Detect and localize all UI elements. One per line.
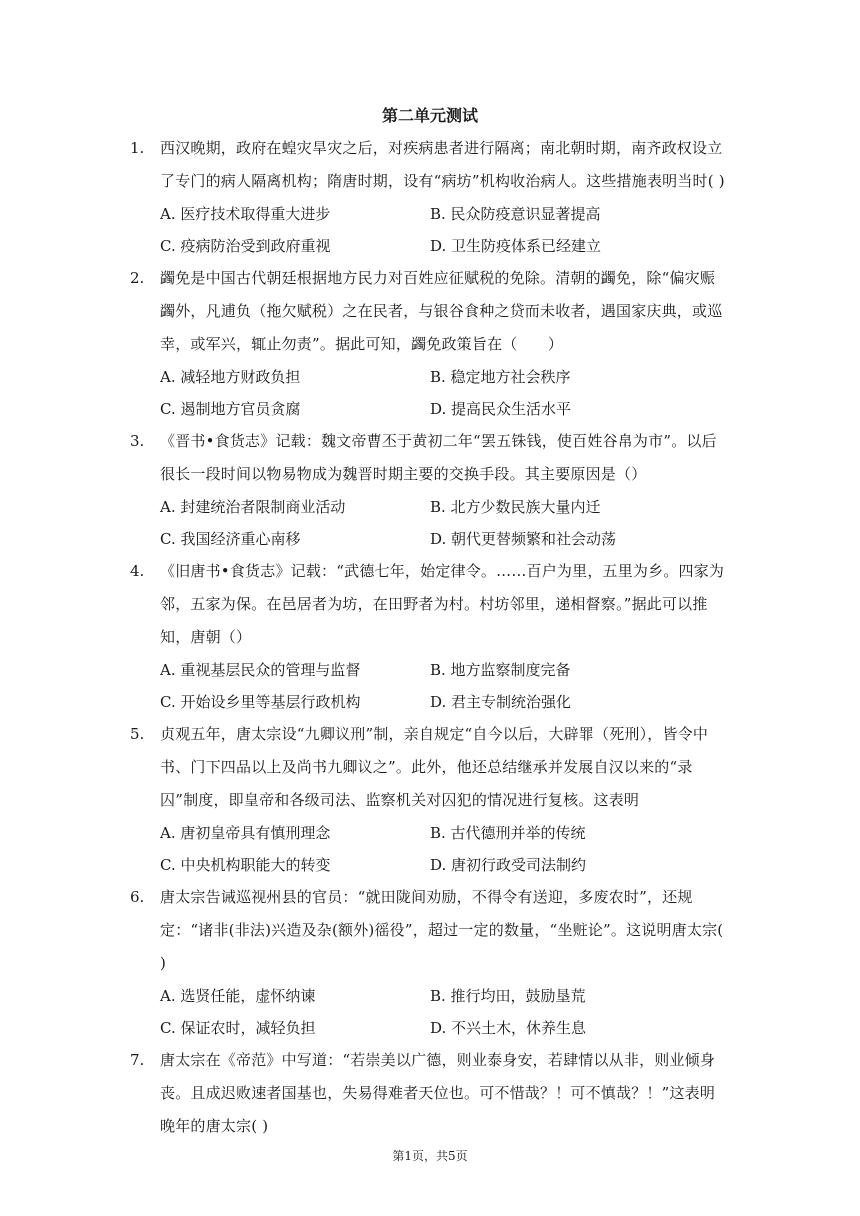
option-list [160,361,730,425]
option-c: C. 保证农时，减轻负担 [160,1019,316,1037]
option-list [160,654,730,718]
question-2 [0,262,860,425]
question-number: 2. [130,269,145,287]
option-a: A. 重视基层民众的管理与监督 [160,661,361,679]
question-number: 6. [130,888,145,906]
option-a: A. 唐初皇帝具有慎刑理念 [160,824,331,842]
question-stem: 唐太宗在《帝范》中写道：“若崇美以广德，则业泰身安，若肆情以从非，则业倾身丧。且成迟败速者国基也，失易得难者天位也。可不惜哉？！可不慎哉？！”这表明晚年的唐太宗( ) [160,1051,716,1135]
option-b: B. 北方少数民族大量内迁 [430,498,601,516]
option-a: A. 封建统治者限制商业活动 [160,498,346,516]
question-1 [0,132,860,262]
option-list [160,198,730,262]
option-c: C. 遏制地方官员贪腐 [160,400,301,418]
page-footer: 第1页，共5页 [392,1149,468,1163]
question-number: 3. [130,432,145,450]
option-d: D. 不兴土木，休养生息 [430,1019,587,1037]
question-list [0,132,860,1143]
question-number: 5. [130,725,145,743]
option-b: B. 地方监察制度完备 [430,661,571,679]
option-d: D. 朝代更替频繁和社会动荡 [430,530,617,548]
option-d: D. 唐初行政受司法制约 [430,856,587,874]
question-5 [0,718,860,881]
page-title: 第二单元测试 [381,106,478,125]
question-6 [0,881,860,1044]
option-c: C. 中央机构职能大的转变 [160,856,331,874]
question-stem: 《晋书•食货志》记载：魏文帝曹丕于黄初二年“罢五铢钱，使百姓谷帛为市”。以后很长一段时间以物易物成为魏晋时期主要的交换手段。其主要原因是（） [160,432,717,483]
option-d: D. 君主专制统治强化 [430,693,572,711]
option-b: B. 古代德刑并举的传统 [430,824,586,842]
option-b: B. 民众防疫意识显著提高 [430,205,601,223]
question-stem: 西汉晚期，政府在蝗灾旱灾之后，对疾病患者进行隔离；南北朝时期，南齐政权设立了专门的病人隔离机构；隋唐时期，设有“病坊”机构收治病人。这些措施表明当时( ) [160,139,725,190]
option-a: A. 减轻地方财政负担 [160,368,301,386]
option-b: B. 稳定地方社会秩序 [430,368,571,386]
question-number: 1. [130,139,145,157]
option-b: B. 推行均田，鼓励垦荒 [430,987,586,1005]
question-stem: 蠲免是中国古代朝廷根据地方民力对百姓应征赋税的免除。清朝的蠲免，除“偏灾赈蠲外，凡逋负（拖欠赋税）之在民者，与银谷食种之贷而未收者，遇国家庆典，或巡幸，或军兴，辄止勿责”。据此可知，蠲免政策旨在（ ） [160,269,723,353]
option-c: C. 疫病防治受到政府重视 [160,237,331,255]
question-number: 7. [130,1051,145,1069]
option-a: A. 选贤任能，虚怀纳谏 [160,987,316,1005]
option-c: C. 开始设乡里等基层行政机构 [160,693,361,711]
question-7 [0,1044,860,1143]
option-d: D. 提高民众生活水平 [430,400,572,418]
option-d: D. 卫生防疫体系已经建立 [430,237,602,255]
option-a: A. 医疗技术取得重大进步 [160,205,331,223]
question-3 [0,425,860,555]
option-c: C. 我国经济重心南移 [160,530,301,548]
question-stem: 贞观五年，唐太宗设“九卿议刑”制，亲自规定“自今以后，大辟罪（死刑），皆令中书、门下四品以上及尚书九卿议之”。此外，他还总结继承并发展自汉以来的“录囚”制度，即皇帝和各级司法、监察机关对囚犯的情况进行复核。这表明 [160,725,709,809]
option-list [160,491,730,555]
option-list [160,817,730,881]
question-4 [0,555,860,718]
question-stem: 《旧唐书•食货志》记载：“武德七年，始定律令。……百户为里，五里为乡。四家为邻，五家为保。在邑居者为坊，在田野者为村。村坊邻里，递相督察。”据此可以推知，唐朝（） [160,562,725,646]
question-number: 4. [130,562,145,580]
question-stem: 唐太宗告诫巡视州县的官员：“就田陇间劝励，不得令有送迎，多废农时”，还规定：“诸非(非法)兴造及杂(额外)徭役”，超过一定的数量，“坐赃论”。这说明唐太宗( ) [160,888,724,972]
option-list [160,980,730,1044]
